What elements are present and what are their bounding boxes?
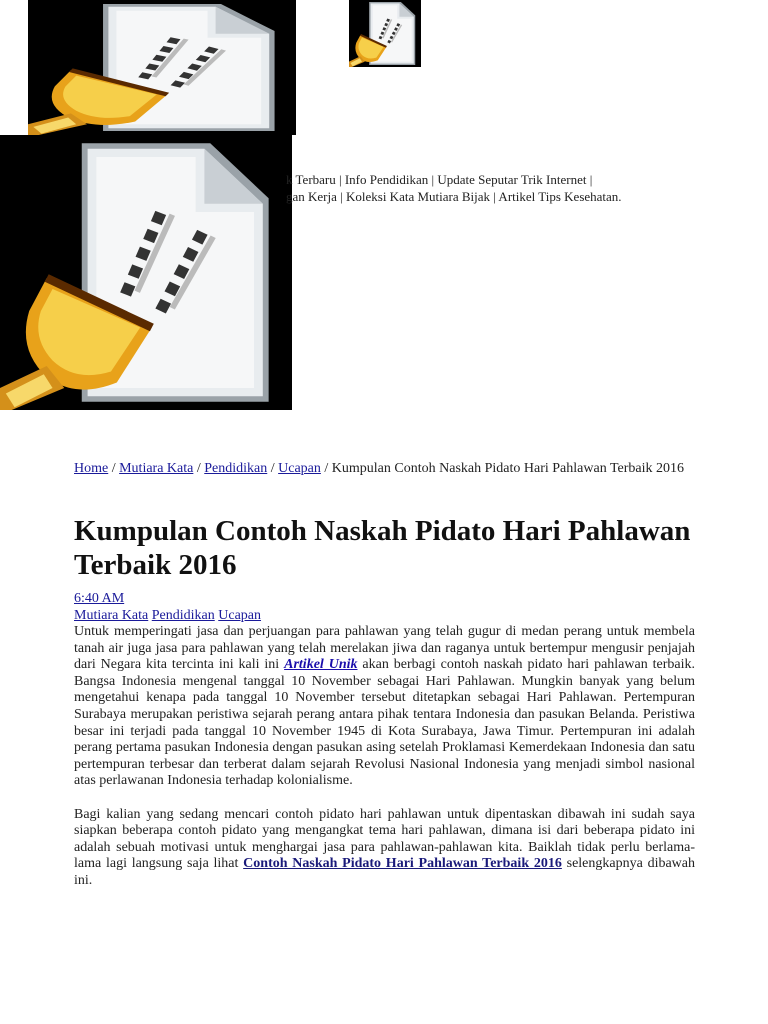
post-label-link[interactable]: Mutiara Kata: [74, 608, 149, 623]
contoh-naskah-pidato-link[interactable]: Contoh Naskah Pidato Hari Pahlawan Terbaik 2016: [243, 856, 562, 872]
post-paragraph: [74, 807, 695, 890]
missing-plugin-icon[interactable]: [0, 135, 292, 410]
post-body: [74, 624, 695, 890]
breadcrumb: [74, 460, 698, 477]
post-meta: [74, 590, 261, 624]
breadcrumb-separator: /: [267, 461, 279, 476]
post-label-link[interactable]: Ucapan: [218, 608, 262, 623]
paragraph-text: selengkapnya dibawah ini.: [74, 856, 696, 888]
breadcrumb-mutiara-kata-link[interactable]: Mutiara Kata: [119, 461, 194, 476]
breadcrumb-separator: /: [108, 461, 120, 476]
breadcrumb-current: Kumpulan Contoh Naskah Pidato Hari Pahlawan Terbaik 2016: [331, 461, 684, 476]
breadcrumb-separator: /: [320, 461, 332, 476]
artikel-unik-link[interactable]: Artikel Unik: [284, 657, 358, 673]
breadcrumb-separator: /: [193, 461, 205, 476]
tagline-line: k Terbaru | Info Pendidikan | Update Seputar Trik Internet |: [286, 172, 593, 187]
post-timestamp-link[interactable]: 6:40 AM: [74, 591, 125, 606]
paragraph-text: Bagi kalian yang sedang mencari contoh pidato hari pahlawan untuk dipentaskan dibawah ini sudah saya siapkan beberapa contoh pidato yang mengangkat tema hari pahlawan, dimana isi dari beberapa pidato ini adalah sebuah motivasi untuk menghargai jasa para pahlawan-pahlawan kita. Baiklah tidak perlu berlama-lama lagi langsung saja lihat: [74, 806, 695, 872]
tagline-line: gan Kerja | Koleksi Kata Mutiara Bijak | Artikel Tips Kesehatan.: [286, 189, 622, 204]
header-taglines: [286, 171, 756, 205]
paragraph-text: akan berbagi contoh naskah pidato hari pahlawan terbaik. Bangsa Indonesia mengenal tanggal 10 November sebagai Hari Pahlawan. Mungkin banyak yang belum mengetahui kenapa pada tanggal 10 November tersebut ditetapkan sebagai Hari Pahlawan. Pertempuran Surabaya merupakan peristiwa sejarah perang antara pihak tentara Indonesia dan pasukan Belanda. Peristiwa besar ini terjadi pada tanggal 10 November 1945 di Kota Surabaya, Jawa Timur. Pertempuran ini adalah perang pertama pasukan Indonesia dengan pasukan asing setelah Proklamasi Kemerdekaan Indonesia dan satu pertempuran terbesar dan terberat dalam sejarah Revolusi Nasional Indonesia yang menjadi simbol nasional atas perlawanan Indonesia terhadap kolonialisme.: [74, 657, 695, 789]
missing-plugin-icon[interactable]: [349, 0, 421, 67]
post-label-link[interactable]: Pendidikan: [151, 608, 215, 623]
breadcrumb-pendidikan-link[interactable]: Pendidikan: [204, 461, 268, 476]
breadcrumb-home-link[interactable]: Home: [74, 461, 109, 476]
post-paragraph: [74, 624, 695, 790]
breadcrumb-ucapan-link[interactable]: Ucapan: [278, 461, 321, 476]
paragraph-text: Untuk memperingati jasa dan perjuangan para pahlawan yang telah gugur di medan perang untuk membela tanah air juga jasa para pahlawan yang telah merelakan jiwa dan raganya untuk bertempur mengusir penjajah dari Negara kita tercinta ini kali ini: [74, 624, 695, 673]
post-title: Kumpulan Contoh Naskah Pidato Hari Pahlawan Terbaik 2016: [74, 515, 691, 581]
missing-plugin-icon[interactable]: [28, 0, 296, 135]
